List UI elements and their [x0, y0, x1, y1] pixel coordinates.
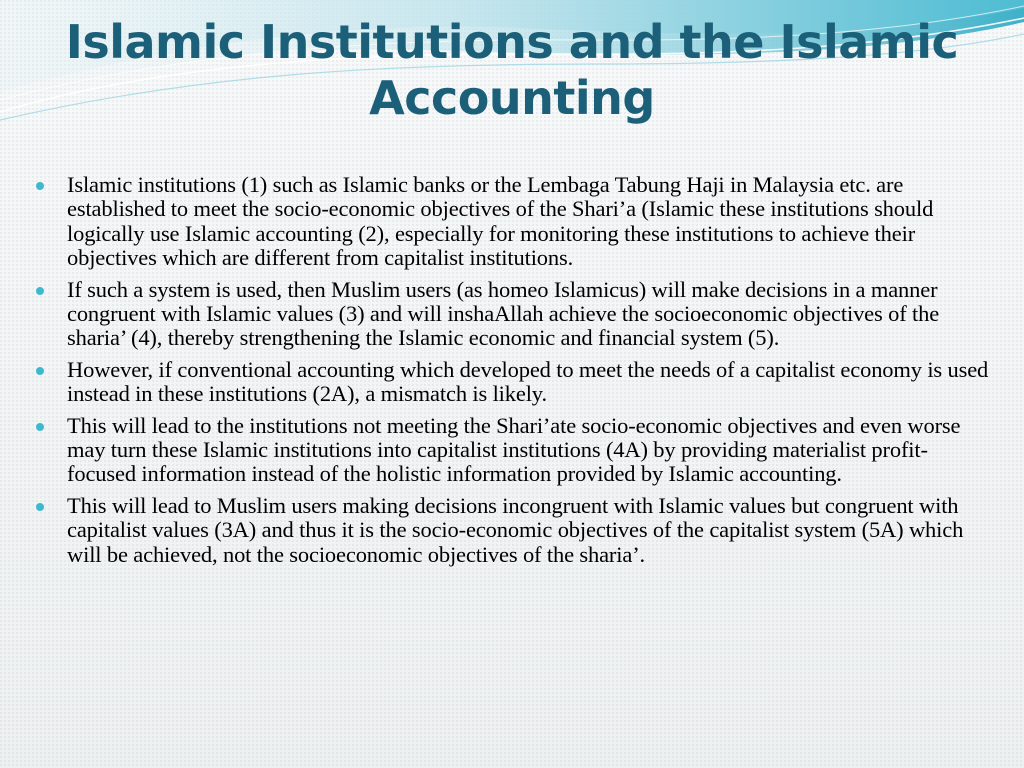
bullet-item: [32, 414, 992, 487]
bullet-icon: [36, 503, 44, 511]
bullet-item: [32, 358, 992, 407]
bullet-icon: [36, 287, 44, 295]
bullet-text: This will lead to Muslim users making decisions incongruent with Islamic values but congruent with capitalist values (3A) and thus it is the socio-economic objectives of the capitalist system (5A) which will be achieved, not the socioeconomic objectives of the sharia’.: [67, 492, 964, 567]
bullet-icon: [36, 423, 44, 431]
bullet-list: [32, 173, 992, 574]
bullet-text: This will lead to the institutions not meeting the Shari’ate socio-economic objectives and even worse may turn these Islamic institutions into capitalist institutions (4A) by providing materialist profit-focused information instead of the holistic information provided by Islamic accounting.: [67, 412, 961, 487]
bullet-item: [32, 278, 992, 351]
slide-title: Islamic Institutions and the Islamic Accounting: [65, 15, 959, 125]
bullet-text: However, if conventional accounting which developed to meet the needs of a capitalist economy is used instead in these institutions (2A), a mismatch is likely.: [67, 356, 989, 407]
bullet-icon: [36, 367, 44, 375]
bullet-icon: [36, 182, 44, 190]
bullet-item: [32, 173, 992, 271]
bullet-text: Islamic institutions (1) such as Islamic banks or the Lembaga Tabung Haji in Malaysia etc. are established to meet the socio-economic objectives of the Shari’a (Islamic these institutions should logically use Islamic accounting (2), especially for monitoring these institutions to achieve their objectives which are different from capitalist institutions.: [67, 172, 934, 271]
bullet-item: [32, 494, 992, 567]
bullet-text: If such a system is used, then Muslim users (as homeo Islamicus) will make decisions in a manner congruent with Islamic values (3) and will inshaAllah achieve the socioeconomic objectives of the sharia’ (4), thereby strengthening the Islamic economic and financial system (5).: [67, 276, 940, 351]
